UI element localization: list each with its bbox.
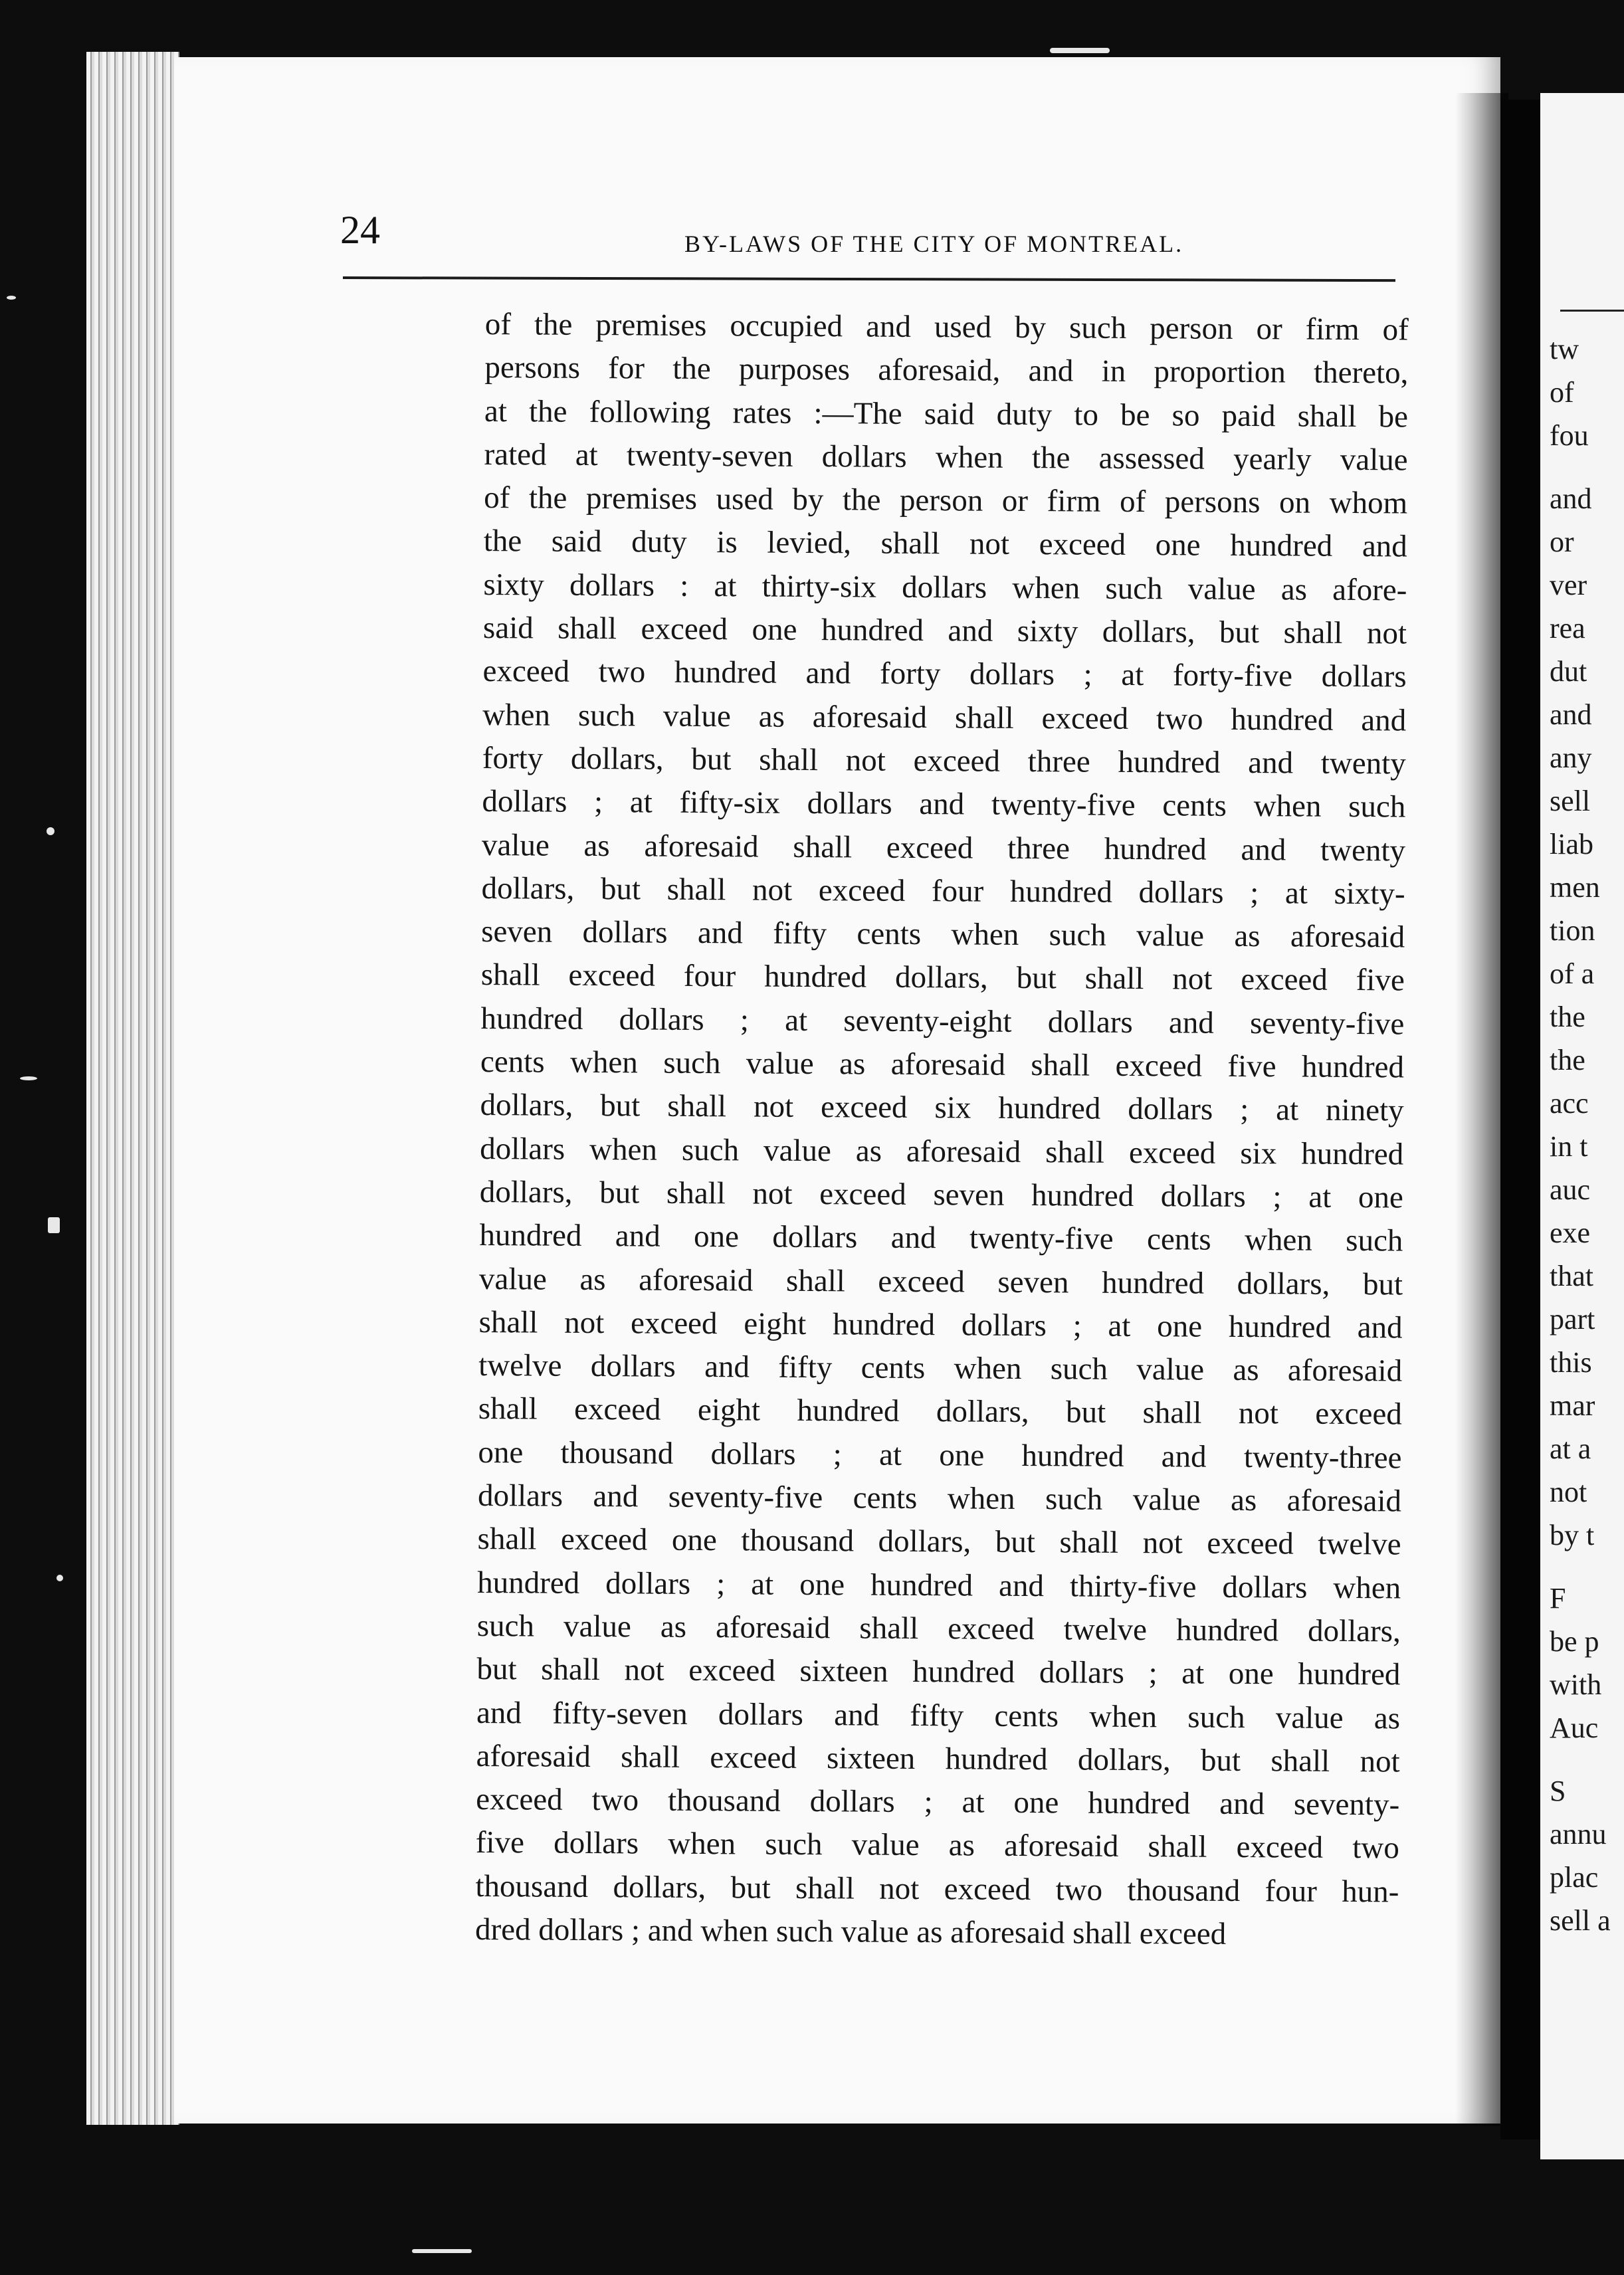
dust-speck [412,2249,472,2253]
facing-page-line: in t [1550,1130,1588,1163]
text-line: value as aforesaid shall exceed seven hundred dollars, but [478,1261,1403,1302]
facing-page-line: tion [1550,914,1595,947]
facing-page-line: men [1550,871,1600,904]
dust-speck [7,296,16,300]
facing-page-line: at a [1550,1433,1591,1465]
text-line: hundred dollars ; at seventy-eight dollars and seventy-five [480,1001,1405,1042]
facing-page-line: that [1550,1260,1593,1292]
facing-page-line: liab [1550,828,1593,860]
text-line: twelve dollars and fifty cents when such value as aforesaid [478,1348,1403,1389]
dust-speck [47,827,54,835]
facing-page-line: with [1550,1668,1602,1701]
facing-page-line: ver [1550,569,1587,601]
facing-page-line: not [1550,1476,1587,1508]
facing-page-line: dut [1550,655,1587,688]
facing-page-line: sell a [1550,1904,1611,1937]
facing-page-line: and [1550,698,1592,731]
text-line: cents when such value as aforesaid shall exceed five hundred [480,1044,1405,1085]
facing-page-line: any [1550,742,1592,774]
facing-page-line: F [1550,1582,1566,1615]
text-line: dollars, but shall not exceed seven hundred dollars ; at one [479,1174,1403,1215]
text-line: dollars when such value as aforesaid shall exceed six hundred [480,1131,1404,1172]
running-head: BY-LAWS OF THE CITY OF MONTREAL. [684,231,1184,257]
dust-speck [20,1076,37,1080]
text-line: of the premises used by the person or firm of persons on whom [484,480,1408,521]
text-line: of the premises occupied and used by such person or firm of [484,306,1409,347]
facing-page-rule [1560,310,1624,312]
facing-page-line: sell [1550,785,1591,817]
facing-page-line: part [1550,1303,1595,1335]
text-line: forty dollars, but shall not exceed three hundred and twenty [482,740,1406,781]
text-line: one thousand dollars ; at one hundred and twenty-three [478,1434,1402,1476]
facing-page-line: and [1550,482,1592,515]
facing-page [1540,93,1624,2159]
text-line: dred dollars ; and when such value as aforesaid shall exceed [474,1912,1227,1951]
text-line: exceed two thousand dollars ; at one hundred and seventy- [476,1782,1400,1823]
facing-page-line: auc [1550,1173,1591,1206]
text-line: but shall not exceed sixteen hundred dollars ; at one hundred [476,1652,1401,1692]
text-line: shall exceed eight hundred dollars, but shall not exceed [478,1391,1402,1432]
facing-page-line: by t [1550,1519,1595,1551]
facing-page-line: fou [1550,419,1589,452]
facing-page-line: annu [1550,1818,1607,1850]
facing-page-line: acc [1550,1087,1589,1120]
text-line: aforesaid shall exceed sixteen hundred dollars, but shall not [476,1738,1400,1779]
facing-page-line: tw [1550,333,1579,365]
text-line: five dollars when such value as aforesaid shall exceed two [475,1825,1399,1866]
text-line: dollars ; at fifty-six dollars and twenty-five cents when such [482,784,1406,825]
facing-page-line: plac [1550,1861,1599,1894]
page-edge-stack [86,52,179,2125]
dust-speck [56,1575,63,1581]
page-number: 24 [340,208,380,252]
facing-page-line: mar [1550,1389,1595,1422]
text-line: sixty dollars : at thirty-six dollars when such value as afore- [483,567,1407,608]
dust-speck [48,1217,60,1233]
text-line: dollars, but shall not exceed six hundred dollars ; at ninety [480,1088,1404,1128]
text-line: such value as aforesaid shall exceed twelve hundred dollars, [476,1608,1401,1649]
book-gutter [1500,100,1540,2139]
text-line: when such value as aforesaid shall exceed two hundred and [482,697,1407,738]
text-line: value as aforesaid shall exceed three hundred and twenty [481,827,1406,868]
text-line: rated at twenty-seven dollars when the assessed yearly value [484,437,1408,478]
text-line: the said duty is levied, shall not exceed one hundred and [483,524,1407,564]
facing-page-line: Auc [1550,1712,1599,1744]
dust-speck [1050,48,1110,53]
text-line: said shall exceed one hundred and sixty dollars, but shall not [482,611,1407,651]
facing-page-line: the [1550,1001,1585,1033]
facing-page-line: rea [1550,612,1585,644]
facing-page-line: exe [1550,1217,1591,1249]
facing-page-line: the [1550,1044,1585,1076]
facing-page-line: of [1550,376,1574,409]
text-line: thousand dollars, but shall not exceed two thousand four hun- [475,1868,1399,1910]
text-line: hundred dollars ; at one hundred and thirty-five dollars when [477,1565,1401,1606]
text-line: hundred and one dollars and twenty-five cents when such [479,1218,1403,1258]
text-line: shall exceed four hundred dollars, but shall not exceed five [480,957,1405,998]
text-line: seven dollars and fifty cents when such value as aforesaid [481,914,1405,955]
facing-page-line: this [1550,1346,1592,1379]
facing-page-line: S [1550,1775,1566,1807]
text-line: at the following rates :—The said duty to be so paid shall be [484,393,1409,435]
text-line: exceed two hundred and forty dollars ; at forty-five dollars [482,654,1407,694]
body-paragraph [475,303,1409,1957]
facing-page-line: of a [1550,957,1595,990]
facing-page-line: or [1550,526,1574,558]
text-line: shall not exceed eight hundred dollars ; at one hundred and [478,1304,1403,1345]
text-line: dollars and seventy-five cents when such value as aforesaid [477,1478,1402,1519]
text-line: persons for the purposes aforesaid, and in proportion thereto, [484,350,1409,391]
text-line: shall exceed one thousand dollars, but shall not exceed twelve [477,1522,1401,1562]
facing-page-line: be p [1550,1625,1599,1658]
text-line: and fifty-seven dollars and fifty cents when such value as [476,1695,1401,1735]
text-line: dollars, but shall not exceed four hundred dollars ; at sixty- [481,870,1405,912]
